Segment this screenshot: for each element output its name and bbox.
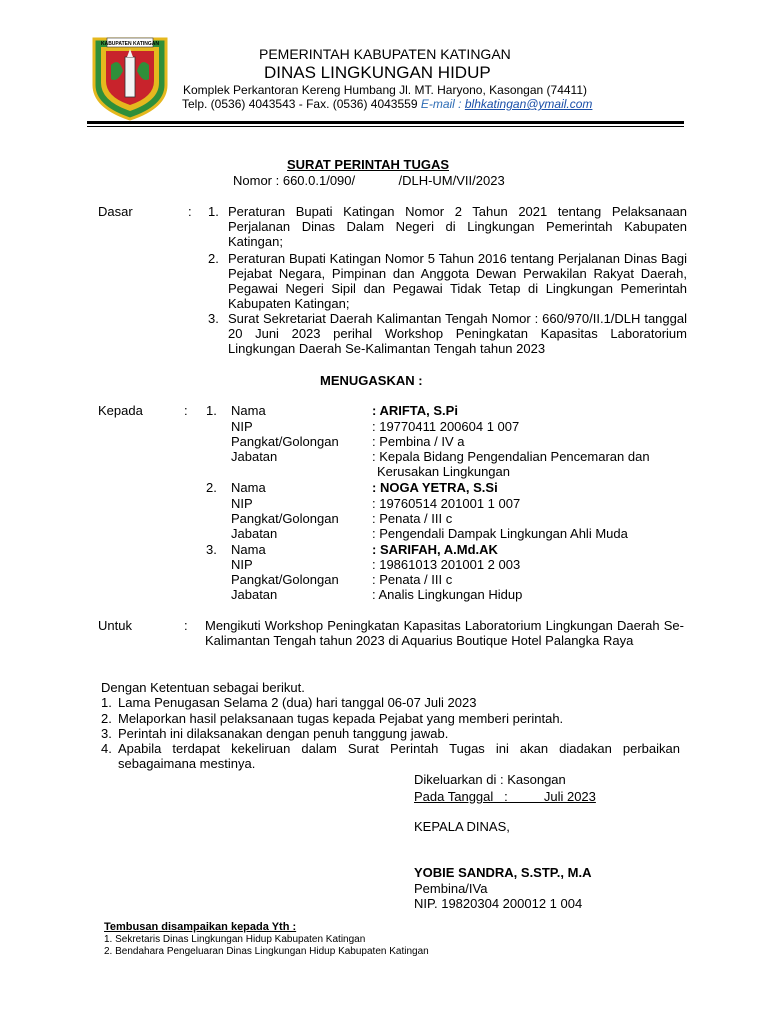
ketentuan-number: 2.: [101, 711, 112, 726]
dasar-item-number: 3.: [208, 311, 219, 326]
dasar-item-number: 2.: [208, 251, 219, 266]
person-jabatan: : Pengendali Dampak Lingkungan Ahli Muda: [372, 526, 628, 541]
kepada-colon: :: [184, 403, 188, 418]
field-label-jabatan: Jabatan: [231, 526, 278, 541]
person-nip: : 19770411 200604 1 007: [372, 419, 520, 434]
ketentuan-intro: Dengan Ketentuan sebagai berikut.: [101, 680, 305, 695]
person-number: 3.: [206, 542, 217, 557]
dasar-colon: :: [188, 204, 192, 219]
dasar-item-text: Peraturan Bupati Katingan Nomor 2 Tahun 2021 tentang Pelaksanaan Perjalanan Dinas Dalam Negeri di Lingkungan Pemerintah Kabupaten Katingan;: [228, 204, 687, 249]
person-name: : ARIFTA, S.Pi: [372, 403, 458, 418]
header-divider-thick: [87, 121, 684, 124]
tembusan-item: 1. Sekretaris Dinas Lingkungan Hidup Kabupaten Katingan: [104, 934, 366, 945]
untuk-text: Mengikuti Workshop Peningkatan Kapasitas Laboratorium Lingkungan Daerah Se-Kalimantan Tengah tahun 2023 di Aquarius Boutique Hotel Palangka Raya: [205, 618, 684, 648]
tembusan-item: 2. Bendahara Pengeluaran Dinas Lingkungan Hidup Kabupaten Katingan: [104, 946, 429, 957]
field-label-pangkat: Pangkat/Golongan: [231, 434, 339, 449]
document-title: SURAT PERINTAH TUGAS: [287, 157, 450, 172]
ketentuan-number: 1.: [101, 695, 112, 710]
document-number: Nomor : 660.0.1/090/ /DLH-UM/VII/2023: [233, 173, 505, 188]
ketentuan-number: 3.: [101, 726, 112, 741]
ketentuan-text: Apabila terdapat kekeliruan dalam Surat Perintah Tugas ini akan diadakan perbaikan sebagaimana mestinya.: [118, 741, 680, 771]
untuk-label: Untuk: [98, 618, 132, 633]
person-number: 2.: [206, 480, 217, 495]
header-contact: [182, 97, 592, 111]
person-pangkat: : Penata / III c: [372, 511, 453, 526]
ketentuan-number: 4.: [101, 741, 112, 756]
dasar-label: Dasar: [98, 204, 133, 219]
signatory-rank: Pembina/IVa: [414, 881, 488, 896]
person-pangkat: : Penata / III c: [372, 572, 453, 587]
untuk-colon: :: [184, 618, 188, 633]
field-label-nip: NIP: [231, 557, 253, 572]
header-government-name: PEMERINTAH KABUPATEN KATINGAN: [259, 46, 511, 62]
field-label-pangkat: Pangkat/Golongan: [231, 511, 339, 526]
issued-place: Dikeluarkan di : Kasongan: [414, 772, 566, 787]
person-jabatan-continued: Kerusakan Lingkungan: [377, 464, 510, 479]
menugaskan-heading: MENUGASKAN :: [320, 373, 423, 388]
tembusan-title: Tembusan disampaikan kepada Yth :: [104, 921, 297, 933]
ketentuan-text: Lama Penugasan Selama 2 (dua) hari tanggal 06-07 Juli 2023: [118, 695, 477, 710]
field-label-jabatan: Jabatan: [231, 449, 278, 464]
person-jabatan: : Kepala Bidang Pengendalian Pencemaran dan: [372, 449, 650, 464]
field-label-nama: Nama: [231, 403, 266, 418]
person-name: : NOGA YETRA, S.Si: [372, 480, 498, 495]
field-label-jabatan: Jabatan: [231, 587, 278, 602]
dasar-item-text: Peraturan Bupati Katingan Nomor 5 Tahun 2016 tentang Perjalanan Dinas Bagi Pejabat Negara, Pimpinan dan Anggota Dewan Perwakilan Rakyat Daerah, Pegawai Negeri Sipil dan Pegawai Tidak Tetap di Lingkungan Pemerintah Kabupaten Katingan;: [228, 251, 687, 311]
field-label-pangkat: Pangkat/Golongan: [231, 572, 339, 587]
field-label-nama: Nama: [231, 542, 266, 557]
person-nip: : 19760514 201001 1 007: [372, 496, 521, 511]
header-email-link[interactable]: blhkatingan@ymail.com: [464, 97, 593, 111]
person-nip: : 19861013 201001 2 003: [372, 557, 521, 572]
regency-emblem-logo: [89, 35, 171, 121]
signatory-name: YOBIE SANDRA, S.STP., M.A: [414, 865, 592, 880]
field-label-nip: NIP: [231, 496, 253, 511]
header-divider-thin: [87, 126, 684, 127]
ketentuan-text: Melaporkan hasil pelaksanaan tugas kepada Pejabat yang memberi perintah.: [118, 711, 564, 726]
person-jabatan: : Analis Lingkungan Hidup: [372, 587, 523, 602]
dasar-item-number: 1.: [208, 204, 219, 219]
ketentuan-text: Perintah ini dilaksanakan dengan penuh tanggung jawab.: [118, 726, 449, 741]
header-address: Komplek Perkantoran Kereng Humbang Jl. MT. Haryono, Kasongan (74411): [183, 83, 587, 97]
dasar-item-text: Surat Sekretariat Daerah Kalimantan Tengah Nomor : 660/970/II.1/DLH tanggal 20 Juni 2023 perihal Workshop Peningkatan Kapasitas Laboratorium Lingkungan Daerah Se-Kalimantan Tengah tahun 2023: [228, 311, 687, 356]
person-name: : SARIFAH, A.Md.AK: [372, 542, 498, 557]
kepada-label: Kepada: [98, 403, 143, 418]
header-phone-fax: Telp. (0536) 4043543 - Fax. (0536) 4043559: [182, 97, 418, 111]
header-agency-name: DINAS LINGKUNGAN HIDUP: [264, 63, 491, 82]
person-number: 1.: [206, 403, 217, 418]
logo-banner-text: KABUPATEN KATINGAN: [100, 41, 160, 47]
signatory-position: KEPALA DINAS,: [414, 819, 510, 834]
field-label-nip: NIP: [231, 419, 253, 434]
issued-date: Pada Tanggal : Juli 2023: [414, 789, 596, 804]
signatory-nip: NIP. 19820304 200012 1 004: [414, 896, 583, 911]
person-pangkat: : Pembina / IV a: [372, 434, 465, 449]
field-label-nama: Nama: [231, 480, 266, 495]
header-email-label: E-mail :: [420, 97, 462, 111]
